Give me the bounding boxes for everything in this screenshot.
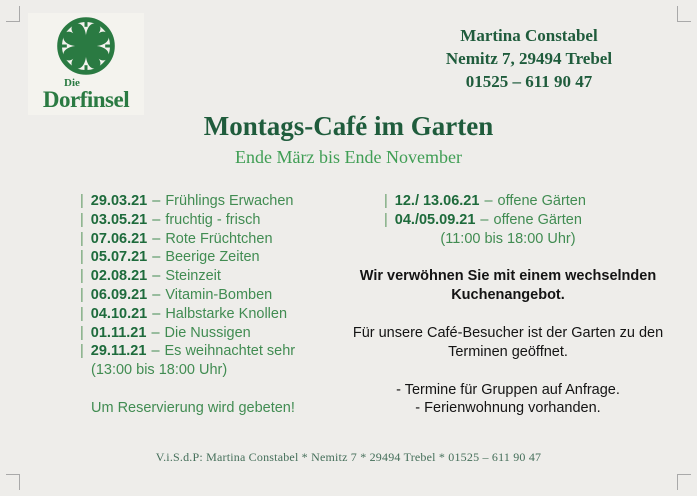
event-date: 06.09.21: [90, 286, 148, 303]
event-label: fruchtig - frisch: [165, 211, 261, 228]
event-row: [80, 324, 330, 343]
pipe-glyph: |: [80, 286, 84, 303]
event-label: Vitamin-Bomben: [165, 286, 273, 303]
page-subtitle: Ende März bis Ende November: [235, 147, 462, 167]
logo-text-dorfinsel: Dorfinsel: [42, 87, 130, 112]
pipe-glyph: |: [80, 193, 84, 209]
crop-mark-bottom-left: [6, 474, 20, 490]
dorfinsel-logo: [28, 13, 144, 115]
dash-separator: –: [152, 286, 161, 303]
opening-hours-monday: (13:00 bis 18:00 Uhr): [91, 362, 228, 379]
event-row: [80, 230, 330, 249]
clover-icon: [28, 16, 144, 76]
extra-notes: [352, 381, 664, 419]
event-label: Frühlings Erwachen: [165, 193, 294, 209]
event-label: Steinzeit: [165, 268, 221, 285]
event-row: [80, 342, 330, 361]
dash-separator: –: [484, 193, 493, 209]
event-row: [80, 192, 330, 211]
event-row: [80, 286, 330, 305]
event-row: [80, 305, 330, 324]
pipe-glyph: |: [80, 324, 84, 341]
event-label: offene Gärten: [497, 193, 586, 209]
pipe-glyph: |: [80, 268, 84, 285]
event-date: 04.10.21: [90, 305, 148, 322]
event-date: 12./ 13.06.21: [394, 193, 480, 209]
contact-block: [379, 24, 679, 93]
pipe-glyph: |: [80, 305, 84, 322]
dash-separator: –: [152, 249, 161, 266]
dash-separator: –: [152, 268, 161, 285]
event-label: offene Gärten: [493, 211, 582, 228]
dash-separator: –: [152, 305, 161, 322]
event-date: 07.06.21: [90, 230, 148, 247]
dash-separator: –: [480, 211, 489, 228]
cake-offer-text: Wir verwöhnen Sie mit einem wechselnden Kuchenangebot.: [359, 268, 657, 304]
event-date: 03.05.21: [90, 211, 148, 228]
dash-separator: –: [151, 343, 160, 360]
event-label: Es weihnachtet sehr: [164, 343, 296, 360]
group-appointments-note: - Termine für Gruppen auf Anfrage.: [396, 381, 620, 398]
event-date: 02.08.21: [90, 268, 148, 285]
crop-mark-top-left: [6, 6, 20, 22]
imprint-line: V.i.S.d.P: Martina Constabel * Nemitz 7 * 29494 Trebel * 01525 – 611 90 47: [155, 450, 542, 464]
pipe-glyph: |: [80, 249, 84, 266]
dash-separator: –: [152, 230, 161, 247]
logo-text-die: Die: [64, 77, 80, 89]
crop-mark-top-right: [677, 6, 691, 22]
event-date: 01.11.21: [90, 324, 147, 341]
pipe-glyph: |: [80, 211, 84, 228]
page-title: Montags-Café im Garten: [203, 111, 494, 141]
pipe-glyph: |: [80, 230, 84, 247]
event-row: [80, 211, 330, 230]
event-list-left: [80, 192, 330, 418]
contact-name: Martina Constabel: [460, 26, 598, 45]
event-list-right: [352, 192, 664, 418]
event-row: [384, 192, 664, 211]
event-label: Rote Früchtchen: [165, 230, 273, 247]
event-date: 04./05.09.21: [394, 211, 476, 228]
event-label: Halbstarke Knollen: [165, 305, 288, 322]
reservation-note: Um Reservierung wird gebeten!: [91, 399, 295, 416]
dash-separator: –: [152, 211, 161, 228]
contact-phone: 01525 – 611 90 47: [465, 72, 593, 91]
dash-separator: –: [151, 324, 160, 341]
pipe-glyph: |: [384, 193, 388, 209]
dash-separator: –: [152, 193, 161, 209]
pipe-glyph: |: [80, 343, 84, 360]
contact-address: Nemitz 7, 29494 Trebel: [445, 49, 613, 68]
event-date: 29.03.21: [90, 193, 148, 209]
holiday-apartment-note: - Ferienwohnung vorhanden.: [415, 400, 601, 417]
opening-hours-open-gardens: (11:00 bis 18:00 Uhr): [440, 230, 576, 247]
pipe-glyph: |: [384, 211, 388, 228]
event-label: Beerige Zeiten: [165, 249, 260, 266]
event-row: [384, 211, 664, 230]
event-label: Die Nussigen: [164, 324, 251, 341]
event-row: [80, 248, 330, 267]
event-date: 05.07.21: [90, 249, 148, 266]
crop-mark-bottom-right: [677, 474, 691, 490]
garden-open-info: Für unsere Café-Besucher ist der Garten zu den Terminen geöffnet.: [352, 324, 664, 360]
event-row: [80, 267, 330, 286]
event-date: 29.11.21: [90, 343, 147, 360]
